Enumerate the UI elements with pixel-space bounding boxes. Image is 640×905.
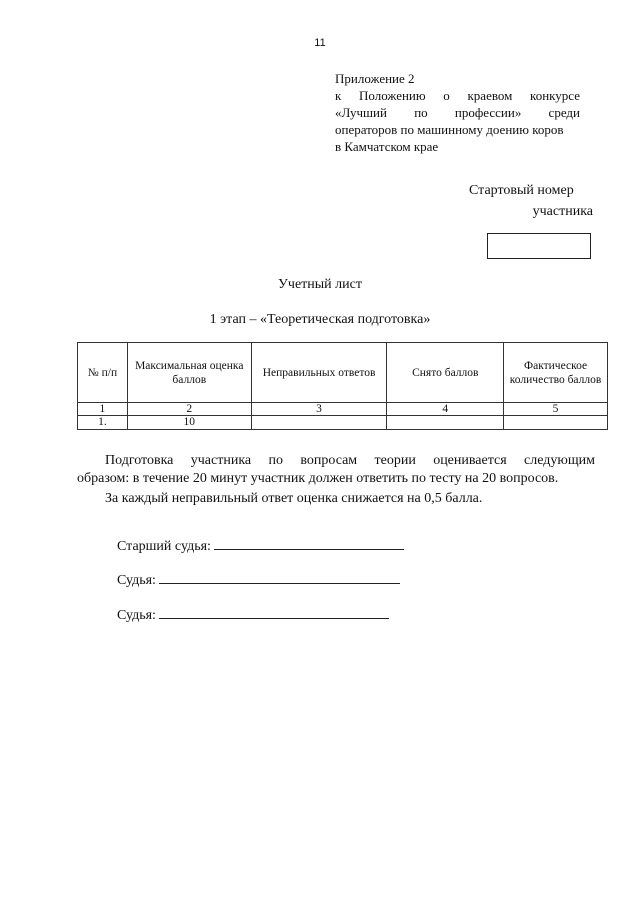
start-number-line: участника: [532, 204, 593, 219]
table-cell: [251, 416, 387, 430]
signature-label: Судья:: [117, 608, 156, 623]
table-cell: 1.: [78, 416, 128, 430]
signature-label: Судья:: [117, 573, 156, 588]
appendix-line: операторов по машинному доению коров: [335, 122, 564, 137]
signature-line: [214, 535, 404, 550]
paragraph-line: Подготовка участника по вопросам теории оценивается следующим: [105, 453, 595, 468]
page-number: 11: [314, 37, 326, 49]
column-header: Неправильных ответов: [251, 343, 387, 403]
description-text: [77, 452, 595, 508]
column-number: 2: [127, 403, 251, 416]
table-row: [78, 416, 608, 430]
paragraph-line: За каждый неправильный ответ оценка снижается на 0,5 балла.: [105, 491, 483, 506]
start-number-line: Стартовый номер: [469, 183, 574, 198]
table-header-row: [78, 343, 608, 403]
stage-title: 1 этап – «Теоретическая подготовка»: [209, 312, 431, 327]
column-header: Максимальная оценка баллов: [127, 343, 251, 403]
column-header: Снято баллов: [387, 343, 504, 403]
paragraph-line: образом: в течение 20 минут участник должен ответить по тесту на 20 вопросов.: [77, 471, 559, 486]
start-number-label: [440, 180, 595, 222]
chief-judge-signature: [117, 535, 404, 555]
column-number: 4: [387, 403, 504, 416]
signature-line: [159, 569, 400, 584]
table-cell: 10: [127, 416, 251, 430]
column-number: 1: [78, 403, 128, 416]
column-number-row: [78, 403, 608, 416]
signature-label: Старший судья:: [117, 539, 211, 554]
start-number-box: [487, 233, 591, 259]
signature-line: [159, 604, 389, 619]
appendix-line: Приложение 2: [335, 71, 415, 86]
column-header: Фактическое количество баллов: [504, 343, 608, 403]
document-title: Учетный лист: [278, 277, 362, 292]
appendix-line: «Лучший по профессии» среди: [335, 105, 580, 120]
judge-signature: [117, 569, 400, 589]
column-number: 5: [504, 403, 608, 416]
judge-signature: [117, 604, 389, 624]
appendix-line: к Положению о краевом конкурсе: [335, 88, 580, 103]
appendix-block: [335, 70, 580, 155]
table-cell: [387, 416, 504, 430]
column-number: 3: [251, 403, 387, 416]
appendix-line: в Камчатском крае: [335, 139, 439, 154]
column-header: № п/п: [78, 343, 128, 403]
score-table: [77, 342, 608, 430]
table-cell: [504, 416, 608, 430]
